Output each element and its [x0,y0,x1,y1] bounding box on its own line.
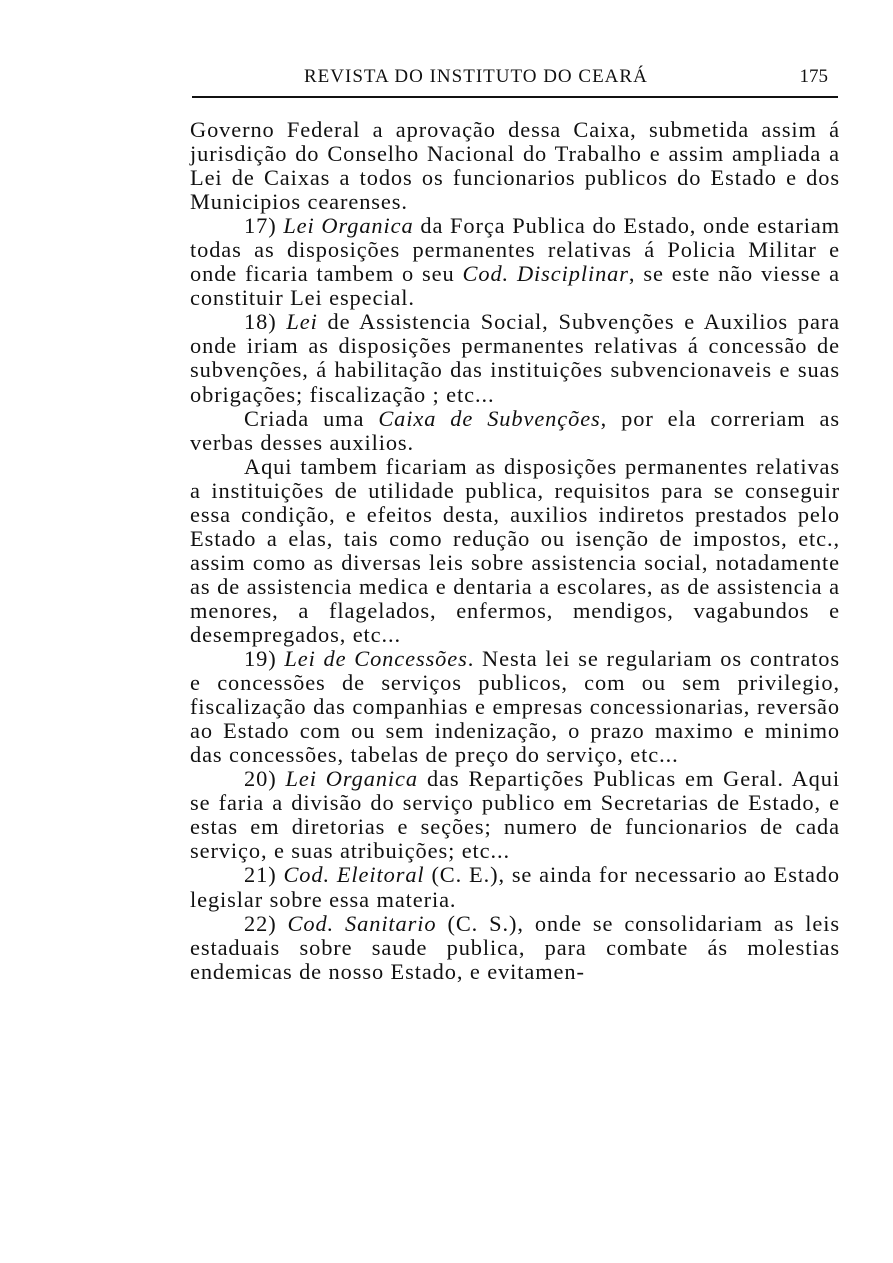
item-number: 22) [244,910,277,936]
page-number: 175 [799,66,828,87]
paragraph-text: (C. S.), onde se consolidariam as leis estaduais sobre saude publica, para combate ás molestias endemicas de nosso Estado, e evitamen- [190,910,840,984]
running-header [192,62,838,98]
paragraph-text: . Nesta lei se regulariam os contratos e concessões de serviços publicos, com ou sem privilegio, fiscalização das companhias e empresas concessionarias, reversão ao Estado com ou sem indenização, o prazo maximo e minimo das concessões, tabelas de preço do serviço, etc... [190,646,841,768]
law-title-secondary: Cod. Disciplinar [462,261,629,287]
item-number: 19) [244,646,277,672]
journal-title: REVISTA DO INSTITUTO DO CEARÁ [304,66,648,87]
paragraph-text: Governo Federal a aprovação dessa Caixa, submetida assim á jurisdição do Conselho Nacional do Trabalho e assim ampliada a Lei de Caixas a todos os funcionarios publicos do Estado e dos Municipios cearenses. [190,117,840,215]
paragraph-text: Criada uma [244,405,365,431]
law-title: Cod. Sanitario [287,910,437,936]
paragraph-text: das Repartições Publicas em Geral. Aqui se faria a divisão do serviço publico em Secretarias de Estado, e estas em diretorias e seções; numero de funcionarios de cada serviço, e suas atribuições; etc... [190,766,840,864]
item-number: 21) [244,862,277,888]
paragraph-continuation [190,118,840,214]
paragraph-item-18 [190,310,840,406]
paragraph-text: da Força Publica do Estado, onde estariam todas as disposições permanentes relativas á Policia Militar e onde ficaria tambem o seu [190,213,840,287]
paragraph-text: , por ela correriam as verbas desses auxilios. [190,405,840,455]
item-number: 20) [244,766,277,792]
paragraph-text: , se este não viesse a constituir Lei especial. [190,261,840,311]
paragraph-text: de Assistencia Social, Subvenções e Auxilios para onde iriam as disposições permanentes relativas á concessão de subvenções, á habilitação das instituições subvencionaveis e suas obrigações; fiscalização ; etc... [190,309,841,407]
law-title: Cod. Eleitoral [283,862,425,888]
law-title: Lei [286,309,318,335]
body-text [190,118,840,984]
law-title: Lei Organica [285,766,418,792]
paragraph-item-20 [190,767,840,863]
paragraph-item-22 [190,912,840,984]
law-title: Lei Organica [283,213,414,239]
item-number: 17) [244,213,277,239]
law-title: Lei de Concessões [284,646,468,672]
item-number: 18) [244,309,277,335]
paragraph-item-19 [190,647,840,767]
paragraph-text: (C. E.), se ainda for necessario ao Estado legislar sobre essa materia. [190,862,840,912]
paragraph-caixa [190,407,840,455]
paragraph-item-21 [190,863,840,911]
paragraph-aqui [190,455,840,647]
paragraph-text: Aqui tambem ficariam as disposições permanentes relativas a instituições de utilidade publica, requisitos para se conseguir essa condição, e efeitos desta, auxilios indiretos prestados pelo Estado a elas, tais como redução ou isenção de impostos, etc., assim como as diversas leis sobre assistencia social, notadamente as de assistencia medica e dentaria a escolares, as de assistencia a menores, a flagelados, enfermos, mendigos, vagabundos e desempregados, etc... [190,453,840,647]
fund-title: Caixa de Subvenções [378,405,601,431]
paragraph-item-17 [190,214,840,310]
